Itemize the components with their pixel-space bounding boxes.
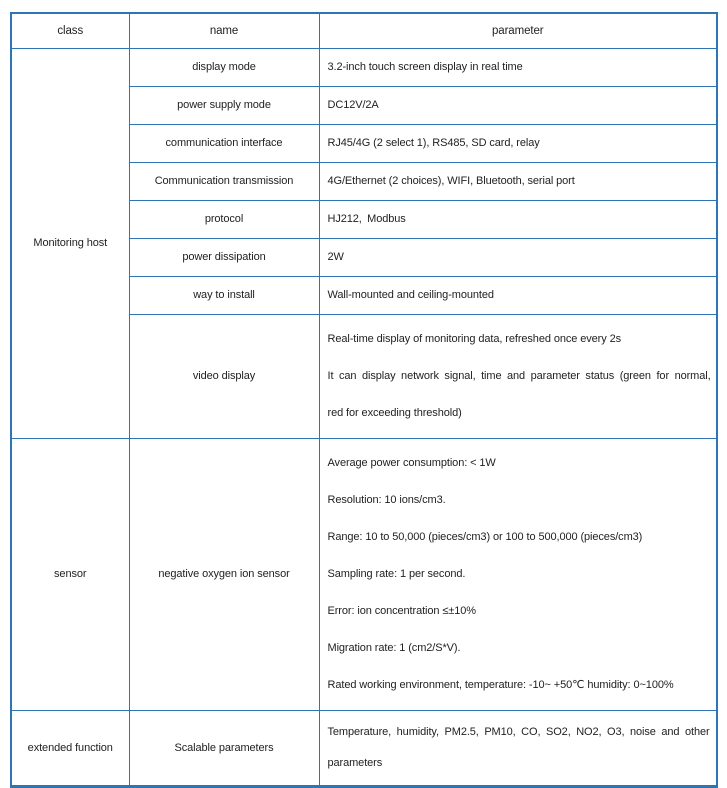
name-way-to-install: way to install <box>129 276 319 314</box>
name-video-display: video display <box>129 314 319 438</box>
name-scalable-parameters: Scalable parameters <box>129 710 319 786</box>
name-power-supply-mode: power supply mode <box>129 86 319 124</box>
param-line: red for exceeding threshold) <box>327 406 462 419</box>
param-power-supply-mode: DC12V/2A <box>319 86 717 124</box>
param-extended-function <box>319 710 717 786</box>
param-line: It can display network signal, time and parameter status (green for normal, <box>327 369 711 382</box>
param-line: Range: 10 to 50,000 (pieces/cm3) or 100 to 500,000 (pieces/cm3) <box>327 530 643 543</box>
class-cell-monitoring-host: Monitoring host <box>11 48 129 438</box>
param-line: Error: ion concentration ≤±10% <box>327 604 476 617</box>
param-line: Sampling rate: 1 per second. <box>327 567 466 580</box>
param-display-mode: 3.2-inch touch screen display in real time <box>319 48 717 86</box>
header-row <box>11 13 717 48</box>
name-display-mode: display mode <box>129 48 319 86</box>
header-name: name <box>129 13 319 48</box>
param-sensor <box>319 438 717 710</box>
header-parameter: parameter <box>319 13 717 48</box>
param-line: Migration rate: 1 (cm2/S*V). <box>327 641 461 654</box>
param-line: Resolution: 10 ions/cm3. <box>327 493 446 506</box>
header-class: class <box>11 13 129 48</box>
name-power-dissipation: power dissipation <box>129 238 319 276</box>
param-line: Real-time display of monitoring data, refreshed once every 2s <box>327 332 621 345</box>
spec-table <box>10 12 718 788</box>
param-communication-transmission: 4G/Ethernet (2 choices), WIFI, Bluetooth, serial port <box>319 162 717 200</box>
name-protocol: protocol <box>129 200 319 238</box>
param-protocol: HJ212, Modbus <box>319 200 717 238</box>
class-cell-sensor: sensor <box>11 438 129 710</box>
param-line: parameters <box>327 756 383 769</box>
param-power-dissipation: 2W <box>319 238 717 276</box>
param-line: Temperature, humidity, PM2.5, PM10, CO, SO2, NO2, O3, noise and other <box>327 725 710 738</box>
name-communication-transmission: Communication transmission <box>129 162 319 200</box>
param-communication-interface: RJ45/4G (2 select 1), RS485, SD card, relay <box>319 124 717 162</box>
param-video-display <box>319 314 717 438</box>
name-negative-oxygen-ion-sensor: negative oxygen ion sensor <box>129 438 319 710</box>
param-line: Rated working environment, temperature: -10~ +50℃ humidity: 0~100% <box>327 678 674 691</box>
param-line: Average power consumption: < 1W <box>327 456 496 469</box>
row-display-mode <box>11 48 717 86</box>
param-way-to-install: Wall-mounted and ceiling-mounted <box>319 276 717 314</box>
row-extended-function <box>11 710 717 786</box>
class-cell-extended-function: extended function <box>11 710 129 786</box>
row-sensor <box>11 438 717 710</box>
name-communication-interface: communication interface <box>129 124 319 162</box>
